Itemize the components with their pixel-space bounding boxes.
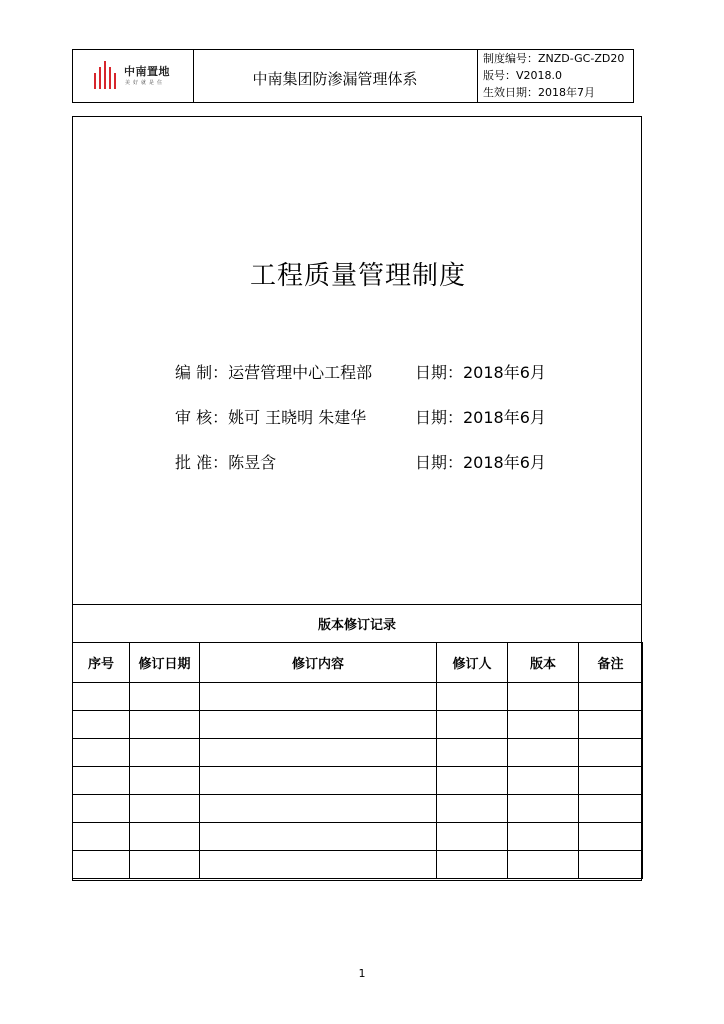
reviewer-label: 审 核：姚可 王晓明 朱建华 [175, 408, 367, 427]
column-header: 版本 [508, 643, 579, 683]
table-row [73, 851, 643, 879]
reviewer-date: 日期：2018年6月 [415, 408, 546, 427]
document-title: 工程质量管理制度 [249, 261, 466, 291]
table-row [73, 711, 643, 739]
column-header: 备注 [579, 643, 643, 683]
table-row [73, 683, 643, 711]
table-row [73, 739, 643, 767]
reviewer-row [175, 405, 546, 428]
approver-row [175, 450, 546, 473]
page-number: 1 [358, 967, 366, 980]
table-row [73, 795, 643, 823]
column-header: 修订人 [437, 643, 508, 683]
column-header: 序号 [73, 643, 130, 683]
logo-cell [73, 50, 194, 102]
approver-label: 批 准：陈昱含 [175, 453, 277, 472]
document-version: 版号：V2018.0 [483, 69, 563, 82]
column-header: 修订日期 [130, 643, 200, 683]
author-row [175, 360, 546, 383]
header-title: 中南集团防渗漏管理体系 [193, 50, 478, 102]
approver-date: 日期：2018年6月 [415, 453, 546, 472]
revision-table [72, 642, 643, 879]
document-header [72, 49, 634, 103]
author-date: 日期：2018年6月 [415, 363, 546, 382]
logo-tagline: 美好就是住 [125, 80, 166, 86]
header-meta [479, 50, 633, 102]
table-row [73, 823, 643, 851]
logo-text: 中南置地 [124, 65, 170, 78]
effective-date: 生效日期：2018年7月 [483, 86, 595, 99]
column-header: 修订内容 [200, 643, 437, 683]
table-header-row [73, 643, 643, 683]
document-code: 制度编号：ZNZD-GC-ZD20 [483, 52, 625, 65]
table-row [73, 767, 643, 795]
author-label: 编 制：运营管理中心工程部 [175, 363, 373, 382]
logo-icon [94, 61, 116, 89]
revision-caption: 版本修订记录 [72, 604, 642, 642]
